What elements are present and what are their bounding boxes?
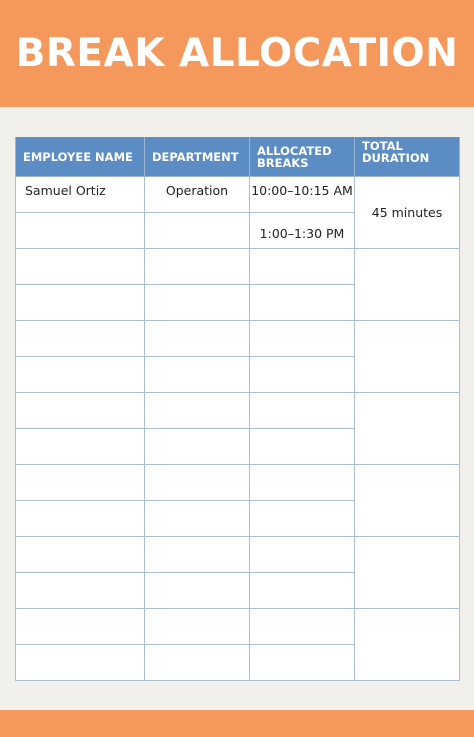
employee-name-cell[interactable] bbox=[16, 609, 145, 645]
allocated-break-cell[interactable] bbox=[250, 645, 355, 681]
allocated-break-cell[interactable] bbox=[250, 285, 355, 321]
table-header-row bbox=[16, 137, 460, 177]
allocated-break-cell[interactable] bbox=[250, 429, 355, 465]
break-allocation-table-container bbox=[15, 137, 459, 678]
total-duration-cell[interactable] bbox=[355, 321, 460, 393]
total-duration-cell[interactable]: 45 minutes bbox=[355, 177, 460, 249]
total-duration-cell[interactable] bbox=[355, 465, 460, 537]
allocated-break-cell[interactable]: 1:00–1:30 PM bbox=[250, 213, 355, 249]
employee-name-cell[interactable] bbox=[16, 249, 145, 285]
allocated-break-cell[interactable] bbox=[250, 609, 355, 645]
employee-name-cell[interactable] bbox=[16, 321, 145, 357]
employee-name-cell[interactable] bbox=[16, 465, 145, 501]
table-row bbox=[16, 249, 460, 285]
employee-name-cell[interactable] bbox=[16, 393, 145, 429]
column-header-department: DEPARTMENT bbox=[145, 137, 250, 177]
department-cell[interactable] bbox=[145, 465, 250, 501]
column-header-employee-name: EMPLOYEE NAME bbox=[16, 137, 145, 177]
employee-name-cell[interactable] bbox=[16, 573, 145, 609]
total-duration-cell[interactable] bbox=[355, 393, 460, 465]
employee-name-cell[interactable] bbox=[16, 501, 145, 537]
department-cell[interactable] bbox=[145, 537, 250, 573]
table-row bbox=[16, 321, 460, 357]
footer-band bbox=[0, 710, 474, 737]
employee-name-cell[interactable] bbox=[16, 537, 145, 573]
column-header-allocated-breaks: ALLOCATED BREAKS bbox=[250, 137, 355, 177]
allocated-break-cell[interactable] bbox=[250, 393, 355, 429]
department-cell[interactable] bbox=[145, 573, 250, 609]
total-duration-cell[interactable] bbox=[355, 537, 460, 609]
department-cell[interactable] bbox=[145, 609, 250, 645]
allocated-break-cell[interactable]: 10:00–10:15 AM bbox=[250, 177, 355, 213]
column-header-total-duration: TOTAL DURATION bbox=[355, 137, 460, 177]
table-row bbox=[16, 177, 460, 213]
department-cell[interactable] bbox=[145, 645, 250, 681]
department-cell[interactable] bbox=[145, 393, 250, 429]
employee-name-cell[interactable] bbox=[16, 357, 145, 393]
allocated-break-cell[interactable] bbox=[250, 357, 355, 393]
department-cell[interactable] bbox=[145, 213, 250, 249]
department-cell[interactable] bbox=[145, 429, 250, 465]
total-duration-cell[interactable] bbox=[355, 609, 460, 681]
employee-name-cell[interactable] bbox=[16, 429, 145, 465]
department-cell[interactable] bbox=[145, 357, 250, 393]
allocated-break-cell[interactable] bbox=[250, 249, 355, 285]
allocated-break-cell[interactable] bbox=[250, 321, 355, 357]
table-row bbox=[16, 393, 460, 429]
employee-name-cell[interactable] bbox=[16, 285, 145, 321]
allocated-break-cell[interactable] bbox=[250, 537, 355, 573]
department-cell[interactable] bbox=[145, 501, 250, 537]
department-cell[interactable] bbox=[145, 249, 250, 285]
table-row bbox=[16, 537, 460, 573]
department-cell[interactable]: Operation bbox=[145, 177, 250, 213]
allocated-break-cell[interactable] bbox=[250, 465, 355, 501]
department-cell[interactable] bbox=[145, 321, 250, 357]
allocated-break-cell[interactable] bbox=[250, 501, 355, 537]
allocated-break-cell[interactable] bbox=[250, 573, 355, 609]
page-title: BREAK ALLOCATION bbox=[15, 31, 459, 76]
break-allocation-table bbox=[15, 137, 460, 681]
table-row bbox=[16, 609, 460, 645]
employee-name-cell[interactable]: Samuel Ortiz bbox=[16, 177, 145, 213]
title-banner bbox=[0, 0, 474, 107]
department-cell[interactable] bbox=[145, 285, 250, 321]
total-duration-cell[interactable] bbox=[355, 249, 460, 321]
employee-name-cell[interactable] bbox=[16, 213, 145, 249]
table-row bbox=[16, 465, 460, 501]
employee-name-cell[interactable] bbox=[16, 645, 145, 681]
